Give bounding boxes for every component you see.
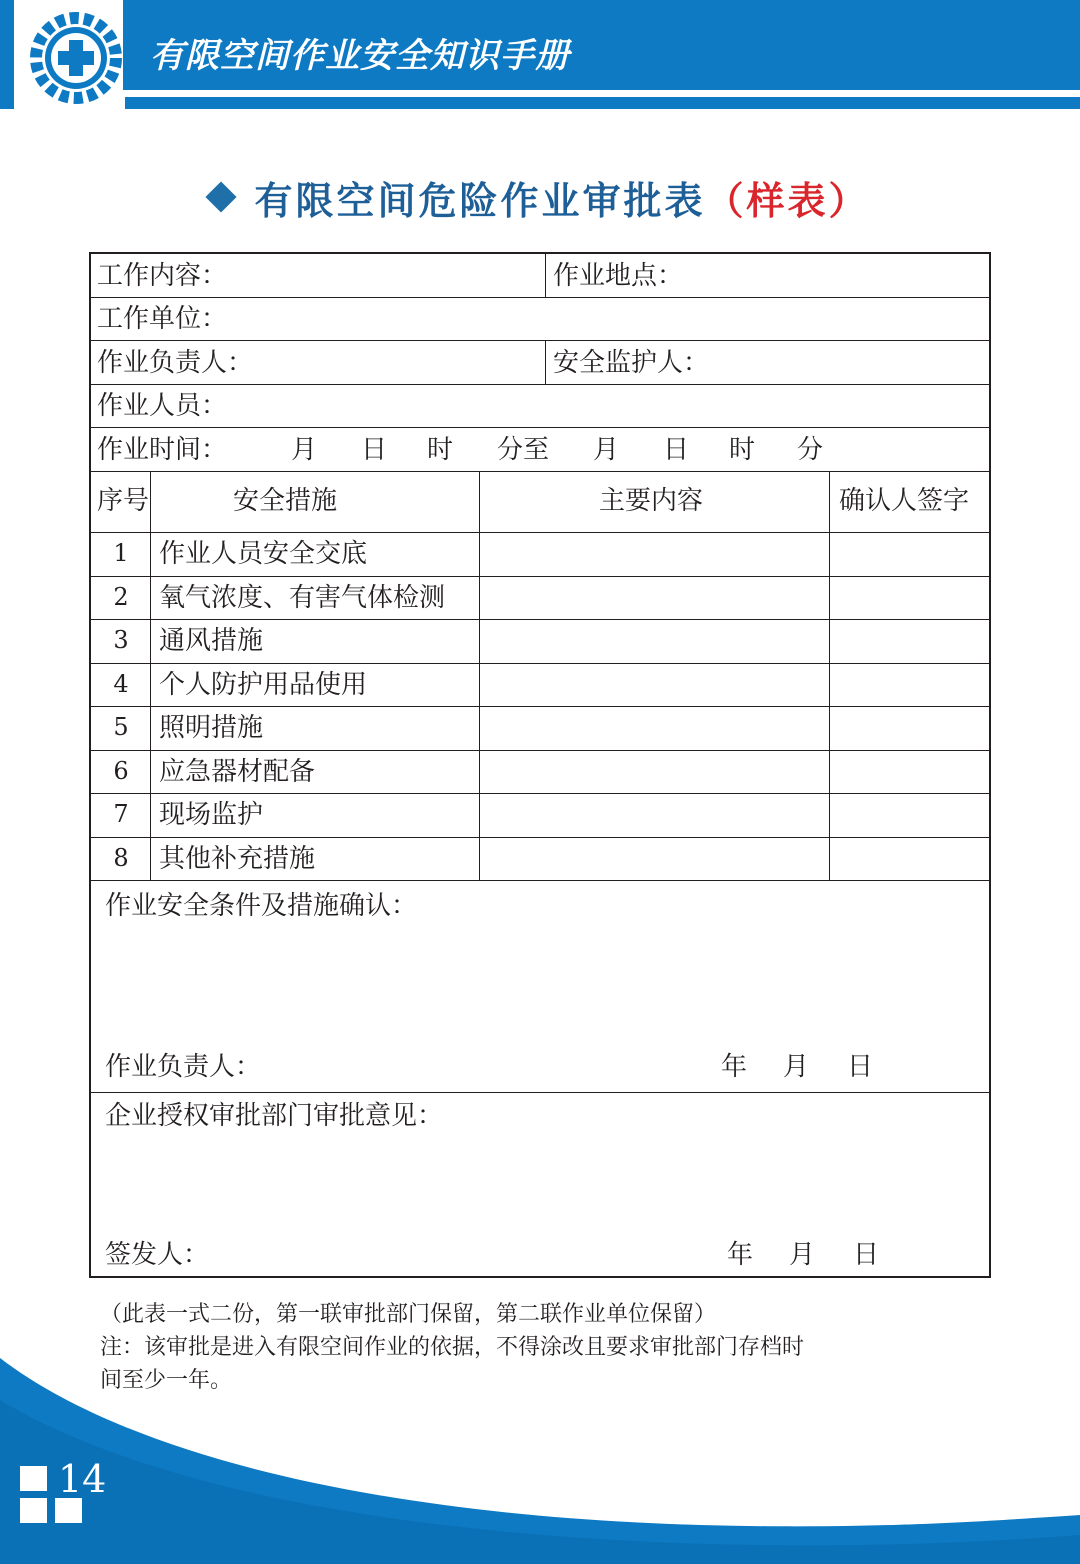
approval-label: 企业授权审批部门审批意见： (105, 1101, 444, 1131)
row-divider (91, 384, 989, 385)
col-divider (829, 471, 830, 880)
approval-day: 日 (853, 1240, 880, 1270)
row-divider (91, 793, 989, 794)
row-divider (91, 619, 989, 620)
confirmation-signer-label: 作业负责人： (105, 1052, 262, 1082)
measure-no: 8 (113, 844, 129, 872)
row-divider (91, 297, 989, 298)
approval-month: 月 (789, 1240, 816, 1270)
work-location-label: 作业地点： (553, 261, 684, 291)
col-divider (545, 254, 546, 297)
safety-guardian-label: 安全监护人： (553, 348, 710, 378)
person-in-charge-label: 作业负责人： (97, 348, 254, 378)
approval-form-table (89, 252, 991, 1278)
square-icon (20, 1498, 47, 1523)
page-title-sample: （样表） (705, 179, 870, 223)
col-header-content: 主要内容 (599, 486, 704, 516)
measure-name: 作业人员安全交底 (159, 539, 368, 569)
header-rule (125, 97, 1080, 109)
measure-no: 4 (113, 670, 129, 698)
confirmation-year: 年 (721, 1052, 748, 1082)
note-line: 间至少一年。 (100, 1368, 233, 1393)
measure-no: 5 (113, 713, 129, 741)
measure-no: 1 (113, 539, 129, 567)
row-divider (91, 1092, 989, 1093)
col-header-signature: 确认人签字 (839, 486, 970, 516)
square-icon (55, 1498, 82, 1523)
measure-no: 3 (113, 626, 129, 654)
note-line: 注：该审批是进入有限空间作业的依据，不得涂改且要求审批部门存档时 (100, 1335, 805, 1360)
row-divider (91, 532, 989, 533)
confirmation-month: 月 (783, 1052, 810, 1082)
work-time-day-end: 日 (663, 435, 690, 465)
logo-stripe (0, 0, 14, 109)
measure-no: 2 (113, 583, 129, 611)
measure-name: 通风措施 (159, 626, 264, 656)
measure-name: 照明措施 (159, 713, 264, 743)
work-time-month-start: 月 (291, 435, 318, 465)
row-divider (91, 837, 989, 838)
logo-box (0, 0, 123, 109)
row-divider (91, 706, 989, 707)
square-icon (20, 1466, 47, 1491)
approval-year: 年 (727, 1240, 754, 1270)
note-line: （此表一式二份，第一联审批部门保留，第二联作业单位保留） (100, 1302, 717, 1327)
safety-cross-gear-logo-icon (28, 10, 124, 106)
measure-name: 氧气浓度、有害气体检测 (159, 583, 446, 613)
row-divider (91, 471, 989, 472)
work-time-month-end: 月 (593, 435, 620, 465)
page-title (0, 170, 1080, 225)
measure-name: 现场监护 (159, 800, 264, 830)
measure-name: 应急器材配备 (159, 757, 316, 787)
page-title-main: 有限空间危险作业审批表 (254, 179, 706, 223)
approval-signer-label: 签发人： (105, 1240, 210, 1270)
work-time-hour-start: 时 (427, 435, 454, 465)
work-unit-label: 工作单位： (97, 304, 228, 334)
row-divider (91, 576, 989, 577)
book-title: 有限空间作业安全知识手册 (150, 36, 570, 76)
row-divider (91, 880, 989, 881)
row-divider (91, 750, 989, 751)
diamond-bullet-icon (206, 181, 237, 212)
row-divider (91, 427, 989, 428)
col-divider (479, 471, 480, 880)
col-header-measure: 安全措施 (233, 486, 338, 516)
bottom-wave-decoration (0, 1340, 1080, 1564)
work-time-hour-end: 时 (729, 435, 756, 465)
row-divider (91, 340, 989, 341)
confirmation-label: 作业安全条件及措施确认： (105, 891, 418, 921)
row-divider (91, 663, 989, 664)
measure-name: 个人防护用品使用 (159, 670, 368, 700)
measure-no: 7 (113, 800, 129, 828)
work-time-day-start: 日 (361, 435, 388, 465)
confirmation-day: 日 (847, 1052, 874, 1082)
workers-label: 作业人员： (97, 391, 228, 421)
measure-no: 6 (113, 757, 129, 785)
page-number: 14 (58, 1457, 107, 1501)
work-time-label: 作业时间： (97, 435, 228, 465)
work-content-label: 工作内容： (97, 261, 228, 291)
work-time-minute-to: 分至 (497, 435, 550, 465)
measure-name: 其他补充措施 (159, 844, 316, 874)
col-divider (545, 340, 546, 384)
col-header-no: 序号 (97, 486, 150, 516)
work-time-minute-end: 分 (797, 435, 824, 465)
